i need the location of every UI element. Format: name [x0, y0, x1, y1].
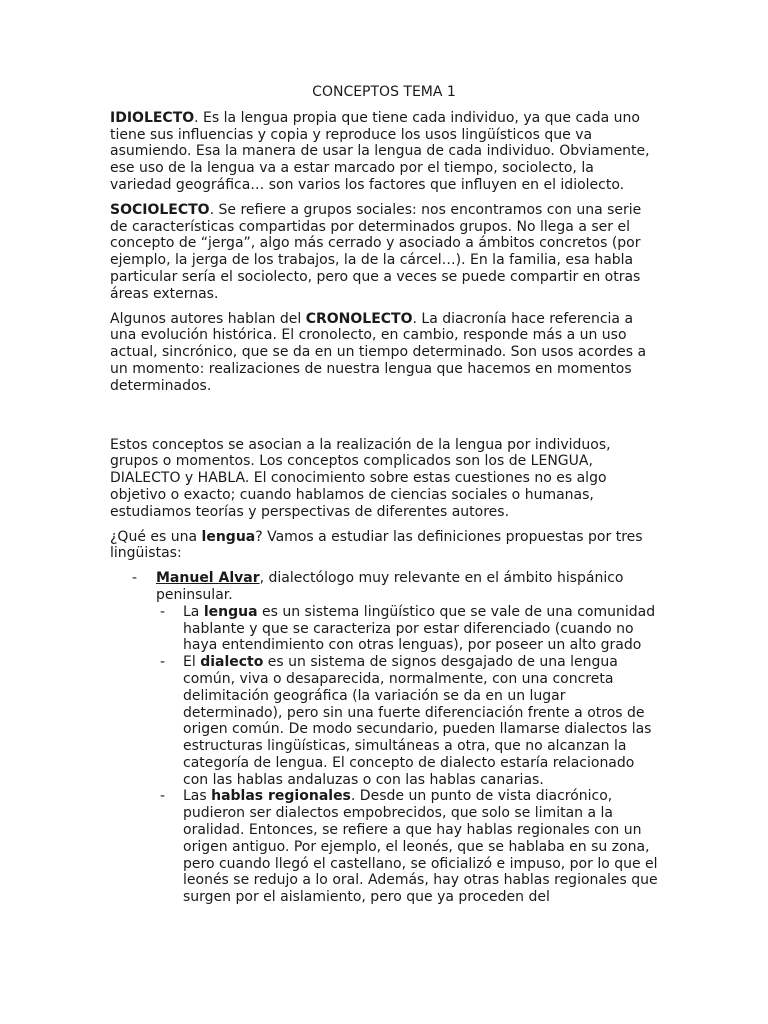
term-sociolecto: SOCIOLECTO [110, 201, 210, 218]
term-def-dialecto: dialecto [200, 654, 264, 671]
paragraph-lengua-before: ¿Qué es una [110, 528, 202, 545]
paragraph-conceptos: Estos conceptos se asocian a la realización de la lengua por individuos, grupos o momentos. Los conceptos complicados son los de LENGUA, DIALECTO y HABLA. El conocimiento sobre estas cuestiones no es algo objetivo o exacto; cuando hablamos de ciencias sociales o humanas, estudiamos teorías y perspectivas de diferentes autores. [110, 436, 611, 520]
term-idiolecto: IDIOLECTO [110, 109, 195, 126]
definitions-list [110, 604, 658, 906]
paragraph-idiolecto-text: . Es la lengua propia que tiene cada individuo, ya que cada uno tiene sus influencias y copia y reproduce los usos lingüísticos que va asumiendo. Esa la manera de usar la lengua de cada individuo. Obviamente, ese uso de la lengua va a estar marcado por el tiempo, sociolecto, la variedad geográfica… son varios los factores que influyen en el idiolecto. [110, 109, 650, 193]
term-cronolecto: CRONOLECTO [305, 310, 413, 327]
paragraph-cronolecto-before: Algunos autores hablan del [110, 310, 306, 327]
document-page [110, 84, 658, 906]
paragraph-cronolecto-after: . La diacronía hace referencia a una evolución histórica. El cronolecto, en cambio, responde más a un uso actual, sincrónico, que se da en un tiempo determinado. Son usos acordes a un momento: realizaciones de nuestra lengua que hacemos en momentos determinados. [110, 310, 647, 394]
term-def-hablas: hablas regionales [211, 788, 351, 805]
author-name: Manuel Alvar [156, 570, 260, 587]
def-dialecto-after: es un sistema de signos desgajado de una lengua común, viva o desaparecida, normalmente, con una concreta delimitación geográfica (la variación se da en un lugar determinado), pero sin una fuerte diferenciación frente a otros de origen común. De modo secundario, pueden llamarse dialectos las estructuras lingüísticas, simultáneas a otra, que no alcanzan la categoría de lengua. El concepto de dialecto estaría relacionado con las hablas andaluzas o con las hablas canarias. [183, 654, 652, 788]
paragraph-idiolecto [110, 110, 658, 194]
list-item-dialecto [110, 654, 658, 788]
def-lengua-before: La [183, 603, 204, 620]
list-item-lengua [110, 604, 658, 654]
paragraph-lengua-after: ? Vamos a estudiar las definiciones propuestas por tres lingüistas: [110, 528, 643, 562]
term-lengua: lengua [201, 528, 256, 545]
list-dash: - [160, 788, 166, 805]
def-lengua-after: es un sistema lingüístico que se vale de una comunidad hablante y que se caracteriza por estar diferenciado (cuando no haya entendimiento con otras lenguas), por poseer un alto grado [183, 603, 656, 654]
blank-line [110, 403, 658, 437]
list-dash: - [160, 603, 166, 620]
list-dash: - [132, 570, 138, 587]
document-title: CONCEPTOS TEMA 1 [312, 84, 456, 100]
paragraph-cronolecto [110, 311, 658, 395]
list-item-hablas-regionales [110, 788, 658, 906]
list-item-manuel-alvar [110, 570, 658, 604]
def-hablas-after: . Desde un punto de vista diacrónico, pudieron ser dialectos empobrecidos, que solo se limitan a la oralidad. Entonces, se refiere a que hay hablas regionales con un origen antiguo. Por ejemplo, el leonés, que se hablaba en su zona, pero cuando llegó el castellano, se oficializó e impuso, por lo que el leonés se redujo a lo oral. Además, hay otras hablas regionales que surgen por el aislamiento, pero que ya proceden del [183, 788, 658, 906]
list-dash: - [160, 654, 166, 671]
paragraph-sociolecto-text: . Se refiere a grupos sociales: nos encontramos con una serie de características compartidas por determinados grupos. No llega a ser el concepto de “jerga”, algo más cerrado y asociado a ámbitos concretos (por ejemplo, la jerga de los trabajos, la de la cárcel…). En la familia, esa habla particular sería el sociolecto, pero que a veces se puede compartir en otras áreas externas. [110, 201, 642, 302]
term-def-lengua: lengua [203, 603, 258, 620]
author-description: , dialectólogo muy relevante en el ámbito hispánico peninsular. [156, 570, 624, 603]
def-hablas-before: Las [183, 788, 212, 805]
paragraph-que-es-lengua [110, 529, 658, 563]
def-dialecto-before: El [183, 654, 201, 671]
paragraph-sociolecto [110, 202, 658, 303]
